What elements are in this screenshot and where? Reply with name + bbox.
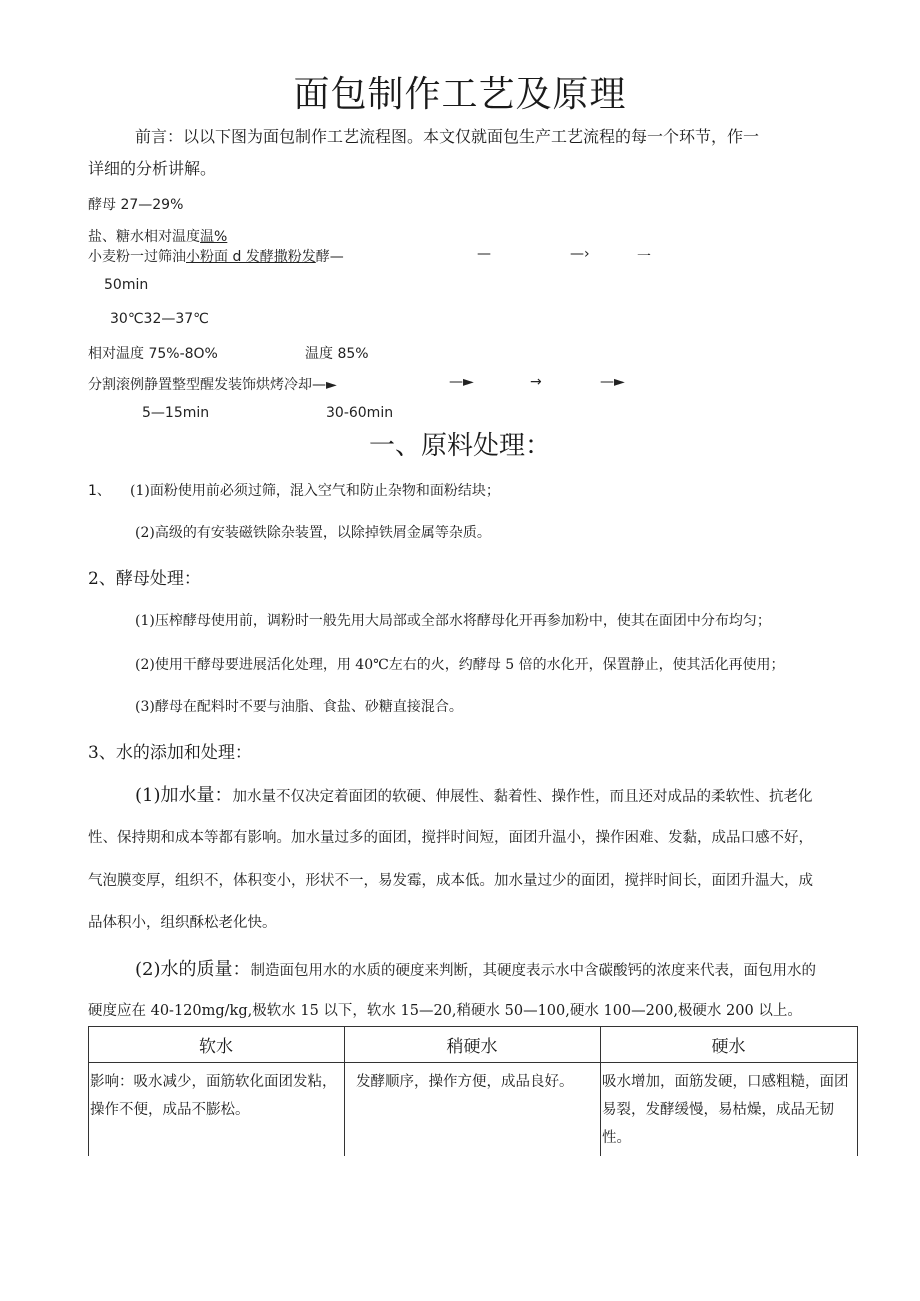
water-quality-text-1: 制造面包用水的水质的硬度来判断，其硬度表示水中含碳酸钙的浓度来代表，面包用水的 [250,963,816,979]
flow-temp-1: 30℃32—37℃ [110,311,209,327]
water-quantity-line-1 [135,781,813,807]
table-cell-soft: 影响：吸水减少，面筋软化面团发粘，操作不便，成品不膨松。 [90,1074,337,1118]
flow-main-suffix: 酵— [315,249,344,265]
water-quantity-line-3: 气泡膜变厚，组织不，体积变小，形状不一，易发霉，成本低。加水量过少的面团，搅拌时间长，面团升温大，成 [88,873,813,889]
flow-arrow-2: → [530,374,542,390]
flow-salt-underlined: 温% [200,229,228,245]
flow-time-1: 50min [104,277,149,293]
flow-time-3: 30-60min [326,405,394,421]
table-header-rule [88,1062,858,1063]
water-quantity-line-2: 性、保持期和成本等都有影响。加水量过多的面团，搅拌时间短，面团升温小，操作困难、发黏，成品口感不好， [88,830,813,846]
flow-main-underlined: 小粉面 d 发酵撒粉发 [186,249,316,265]
item-2-a: (1)压榨酵母使用前，调粉时一般先用大局部或全部水将酵母化开再参加粉中，使其在面团中分布均匀； [135,613,771,629]
flow-main-prefix: 小麦粉一过筛油 [88,249,186,265]
table-cell-medium: 发酵顺序，操作方便，成品良好。 [356,1074,574,1090]
flow-mark-2: —› [570,246,590,262]
item-2-b: (2)使用干酵母要进展活化处理，用 40℃左右的火，约酵母 5 倍的水化开，保置静止，使其活化再使用； [135,657,785,673]
water-quality-line-2: 硬度应在 40-120mg/kg,极软水 15 以下，软水 15—20,稍硬水 50—100,硬水 100—200,极硬水 200 以上。 [88,1003,802,1019]
table-header-soft: 软水 [199,1037,233,1057]
flow-time-2: 5—15min [142,405,210,421]
flow-yeast: 酵母 27—29% [88,197,184,213]
flow-mark-1: — [477,246,491,262]
flow-mark-3: 一 [637,249,651,265]
intro-line-2: 详细的分析讲解。 [88,159,217,178]
flow-salt-text: 盐、糖水相对温度 [88,229,200,245]
table-cell-hard: 吸水增加，面筋发硬，口感粗糙，面团易裂，发酵缓慢，易枯燥，成品无韧性。 [602,1074,849,1146]
item-1-number: 1、 [88,483,111,499]
page-title: 面包制作工艺及原理 [293,74,627,115]
table-header-hard: 硬水 [711,1037,746,1057]
table-right-border [857,1026,858,1156]
water-quantity-line-4: 品体积小，组织酥松老化快。 [88,915,277,931]
water-hardness-table [88,1026,858,1156]
water-quality-lead: (2)水的质量： [135,959,251,980]
flow-temp-2: 温度 85% [305,346,369,362]
section-heading: 一、原料处理： [368,431,551,461]
table-header-medium: 稍硬水 [446,1037,498,1057]
water-quantity-lead: (1)加水量： [135,785,233,806]
flow-humidity: 相对温度 75%-8O% [88,346,218,362]
water-quantity-text-1: 加水量不仅决定着面团的软硬、伸展性、黏着性、操作性，而且还对成品的柔软性、抗老化 [232,789,813,805]
item-2-c: (3)酵母在配料时不要与油脂、食盐、砂糖直接混合。 [135,699,463,715]
flow-main-line [88,246,344,266]
item-3-heading: 3、水的添加和处理： [88,743,252,763]
water-quality-line-1 [135,955,816,981]
item-1-b: (2)高级的有安装磁铁除杂装置，以除掉铁屑金属等杂质。 [135,525,491,541]
item-1-a: (1)面粉使用前必须过筛，混入空气和防止杂物和面粉结块； [130,483,500,499]
table-top-rule [88,1026,858,1027]
flow-arrow-3: —► [600,374,625,390]
flow-process-line: 分割滚例静置整型醒发装饰烘烤冷却—► [88,377,337,393]
flow-arrow-1: —► [449,374,474,390]
item-2-heading: 2、酵母处理： [88,569,201,589]
flow-salt-sugar [88,226,227,246]
intro-line-1: 前言：以以下图为面包制作工艺流程图。本文仅就面包生产工艺流程的每一个环节，作一 [135,127,760,146]
